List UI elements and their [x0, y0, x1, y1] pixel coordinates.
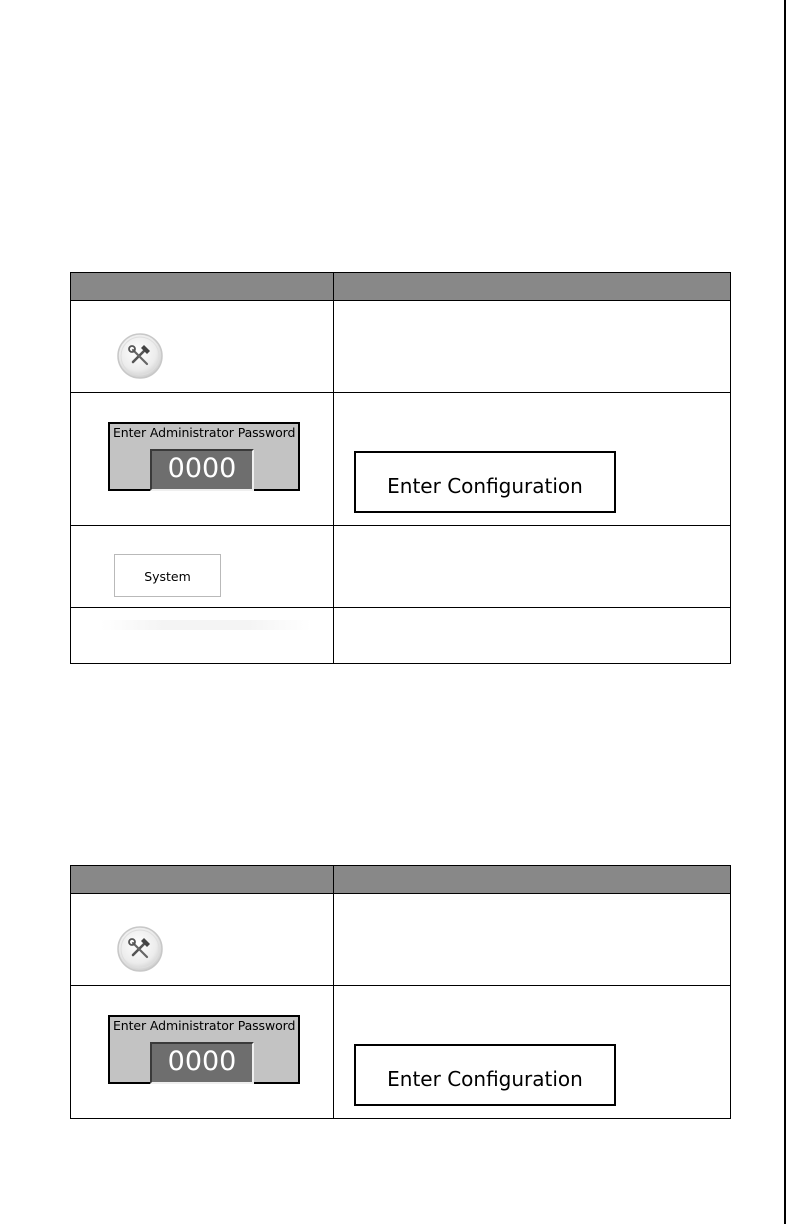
enter-configuration-button[interactable]: Enter Configuration — [354, 1044, 616, 1106]
table-header-cell — [71, 273, 334, 301]
table-cell — [334, 894, 731, 986]
table-row — [71, 393, 731, 526]
table-header-cell — [71, 866, 334, 894]
password-dialog — [108, 422, 300, 491]
enter-configuration-button[interactable]: Enter Configuration — [354, 451, 616, 513]
password-prompt-label: Enter Administrator Password — [113, 1018, 296, 1033]
table-cell — [71, 393, 334, 526]
table-cell — [71, 986, 334, 1119]
tools-icon[interactable] — [117, 333, 163, 379]
table-cell — [334, 986, 731, 1119]
table-header-cell — [334, 866, 731, 894]
password-input[interactable] — [150, 1042, 254, 1084]
table-row — [71, 986, 731, 1119]
page-edge-line — [784, 0, 786, 1224]
table-row — [71, 301, 731, 393]
table-cell — [334, 526, 731, 608]
table-row — [71, 608, 731, 664]
table-cell — [334, 301, 731, 393]
faint-image-strip — [101, 620, 311, 630]
password-dialog — [108, 1015, 300, 1084]
password-value: 0000 — [167, 453, 237, 484]
table-cell — [334, 608, 731, 664]
password-value: 0000 — [167, 1046, 237, 1077]
password-prompt-label: Enter Administrator Password — [113, 425, 296, 440]
table-row — [71, 894, 731, 986]
table-header-cell — [334, 273, 731, 301]
table-cell — [334, 393, 731, 526]
system-button[interactable]: System — [114, 554, 221, 597]
table-cell — [71, 894, 334, 986]
table-cell — [71, 301, 334, 393]
table-header-row — [71, 866, 731, 894]
tools-icon[interactable] — [117, 926, 163, 972]
steps-table-1 — [70, 272, 731, 664]
table-cell — [71, 526, 334, 608]
table-row — [71, 526, 731, 608]
password-input[interactable] — [150, 449, 254, 491]
steps-table-2 — [70, 865, 731, 1119]
table-header-row — [71, 273, 731, 301]
table-cell — [71, 608, 334, 664]
